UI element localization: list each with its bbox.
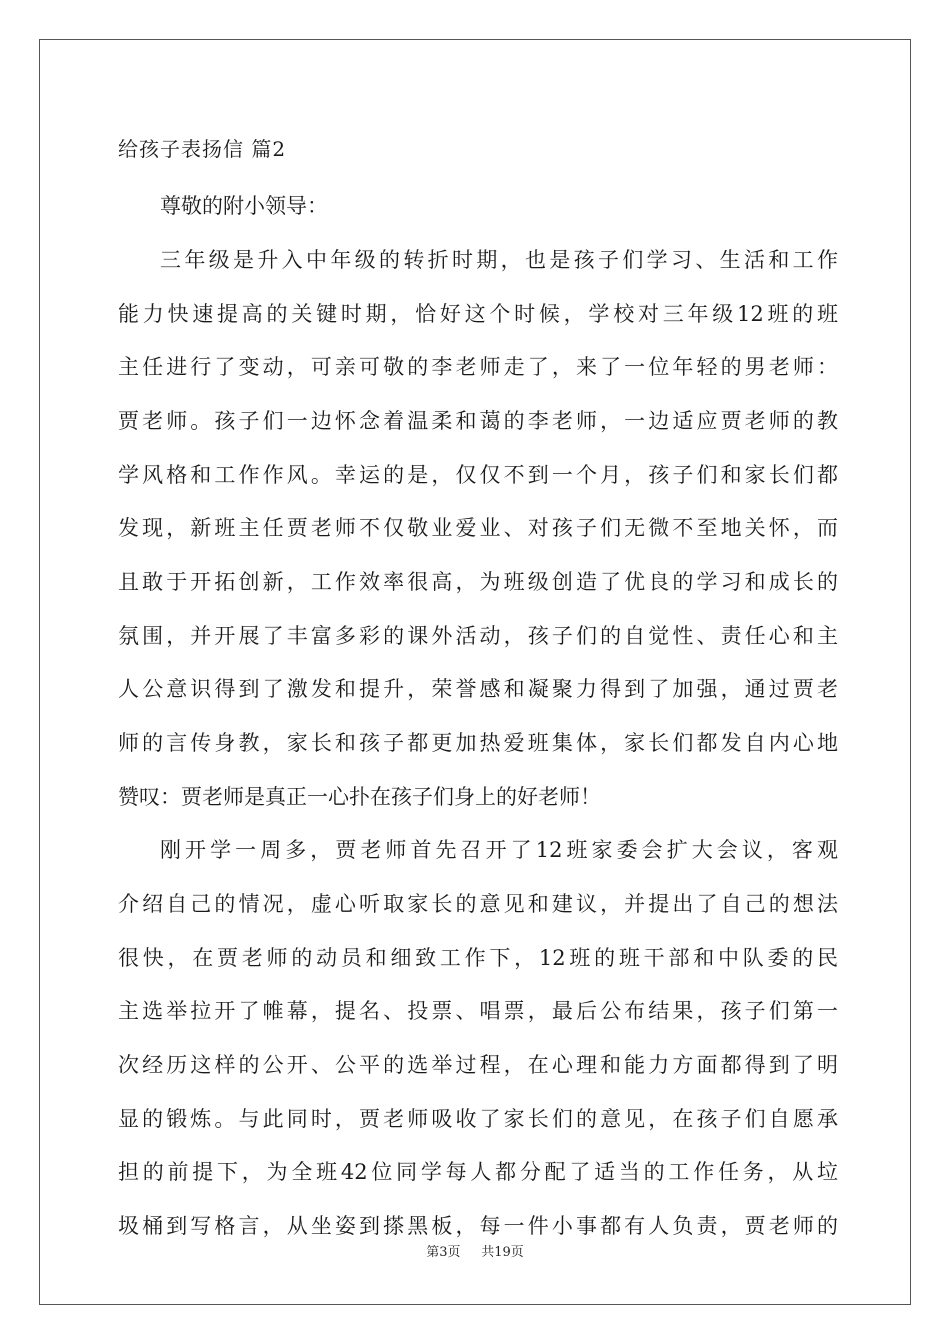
body-line: 主任进行了变动，可亲可敬的李老师走了，来了一位年轻的男老师： [118,355,838,379]
body-line: 刚开学一周多，贾老师首先召开了12班家委会扩大会议，客观 [160,838,838,862]
salutation: 尊敬的附小领导： [160,194,328,218]
page-footer [0,1244,950,1262]
body-line: 发现，新班主任贾老师不仅敬业爱业、对孩子们无微不至地关怀，而 [118,516,838,540]
body-line: 赞叹：贾老师是真正一心扑在孩子们身上的好老师！ [118,785,601,809]
body-line: 学风格和工作作风。幸运的是，仅仅不到一个月，孩子们和家长们都 [118,463,838,487]
body-line: 介绍自己的情况，虚心听取家长的意见和建议，并提出了自己的想法 [118,892,838,916]
page-number: 第3页 [426,1245,461,1260]
body-line: 贾老师。孩子们一边怀念着温柔和蔼的李老师，一边适应贾老师的教 [118,409,838,433]
body-line: 师的言传身教，家长和孩子都更加热爱班集体，家长们都发自内心地 [118,731,838,755]
body-line: 主选举拉开了帷幕，提名、投票、唱票，最后公布结果，孩子们第一 [118,999,838,1023]
body-line: 很快，在贾老师的动员和细致工作下，12班的班干部和中队委的民 [118,946,838,970]
letter-heading: 给孩子表扬信 篇2 [118,137,287,161]
body-line: 能力快速提高的关键时期，恰好这个时候，学校对三年级12班的班 [118,302,838,326]
body-line: 圾桶到写格言，从坐姿到搽黑板，每一件小事都有人负责，贾老师的 [118,1214,838,1238]
page-total: 共19页 [481,1245,524,1260]
body-line: 人公意识得到了激发和提升，荣誉感和凝聚力得到了加强，通过贾老 [118,677,838,701]
body-line: 次经历这样的公开、公平的选举过程，在心理和能力方面都得到了明 [118,1053,838,1077]
body-line: 且敢于开拓创新，工作效率很高，为班级创造了优良的学习和成长的 [118,570,838,594]
body-line: 氛围，并开展了丰富多彩的课外活动，孩子们的自觉性、责任心和主 [118,624,838,648]
body-line: 担的前提下，为全班42位同学每人都分配了适当的工作任务，从垃 [118,1160,838,1184]
body-line: 三年级是升入中年级的转折时期，也是孩子们学习、生活和工作 [160,248,838,272]
body-line: 显的锻炼。与此同时，贾老师吸收了家长们的意见，在孩子们自愿承 [118,1107,838,1131]
